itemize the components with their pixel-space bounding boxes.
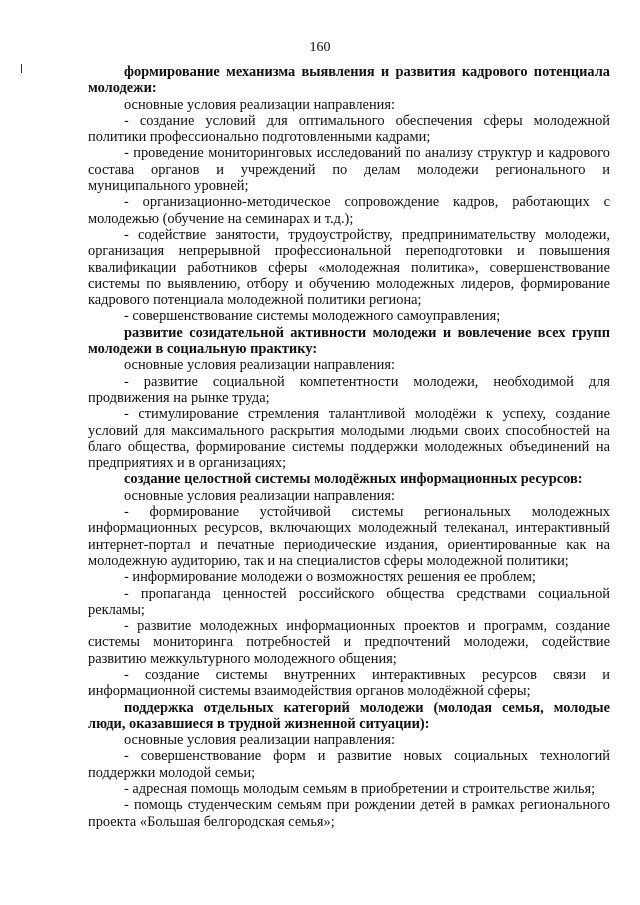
body-paragraph: - стимулирование стремления талантливой молодёжи к успеху, создание условий для максимального раскрытия молодыми людьми своих способностей на благо общества, формирование системы поддержки молодежных объединений на предприятиях и в организациях; xyxy=(88,406,610,472)
section-heading: поддержка отдельных категорий молодежи (молодая семья, молодые люди, оказавшиеся в трудной жизненной ситуации): xyxy=(88,699,610,732)
body-paragraph: - совершенствование форм и развитие новых социальных технологий поддержки молодой семьи; xyxy=(88,748,610,781)
body-paragraph: основные условия реализации направления: xyxy=(124,487,395,504)
body-paragraph: - информирование молодежи о возможностях решения ее проблем; xyxy=(124,569,536,586)
body-paragraph: - организационно-методическое сопровождение кадров, работающих с молодежью (обучение на семинарах и т.д.); xyxy=(88,194,610,227)
section-heading: формирование механизма выявления и развития кадрового потенциала молодежи: xyxy=(88,64,610,97)
body-paragraph: - создание условий для оптимального обеспечения сферы молодежной политики профессионально подготовленными кадрами; xyxy=(88,112,610,146)
body-paragraph: - развитие социальной компетентности молодежи, необходимой для продвижения на рынке труда; xyxy=(88,373,610,406)
page-number: 160 xyxy=(309,40,331,55)
body-paragraph: основные условия реализации направления: xyxy=(124,96,395,113)
body-paragraph: основные условия реализации направления: xyxy=(124,357,395,374)
margin-mark xyxy=(21,64,22,73)
body-paragraph: - создание системы внутренних интерактивных ресурсов связи и информационной системы взаимодействия органов молодёжной сферы; xyxy=(88,666,610,700)
body-paragraph: - совершенствование системы молодежного самоуправления; xyxy=(124,308,501,325)
body-paragraph: - содействие занятости, трудоустройству, предпринимательству молодежи, организация непрерывной профессиональной переподготовки и повышения квалификации работников сферы «молодежная политика», совершенствование системы по выявлению, отбору и обучению молодежных лидеров, формирование кадрового потенциала молодежной политики региона; xyxy=(88,226,610,309)
body-paragraph: - помощь студенческим семьям при рождении детей в рамках регионального проекта «Большая белгородская семья»; xyxy=(88,797,610,830)
section-heading: создание целостной системы молодёжных информационных ресурсов: xyxy=(124,471,583,488)
body-paragraph: основные условия реализации направления: xyxy=(124,732,395,749)
body-paragraph: - проведение мониторинговых исследований по анализу структур и кадрового состава органов и учреждений по делам молодежи регионального и муниципального уровней; xyxy=(88,145,610,195)
body-paragraph: - пропаганда ценностей российского общества средствами социальной рекламы; xyxy=(88,585,610,618)
body-paragraph: - адресная помощь молодым семьям в приобретении и строительстве жилья; xyxy=(124,781,596,798)
body-paragraph: - формирование устойчивой системы региональных молодежных информационных ресурсов, включающих молодежный телеканал, интерактивный интернет-портал и печатные периодические издания, ориентированные как на молодежную аудиторию, так и на специалистов сферы молодежной политики; xyxy=(88,504,610,569)
document-body xyxy=(88,64,610,830)
body-paragraph: - развитие молодежных информационных проектов и программ, создание системы мониторинга потребностей и предпочтений молодежи, содействие развитию межкультурного молодежного общения; xyxy=(88,618,610,667)
section-heading: развитие созидательной активности молодежи и вовлечение всех групп молодежи в социальную практику: xyxy=(88,324,610,358)
